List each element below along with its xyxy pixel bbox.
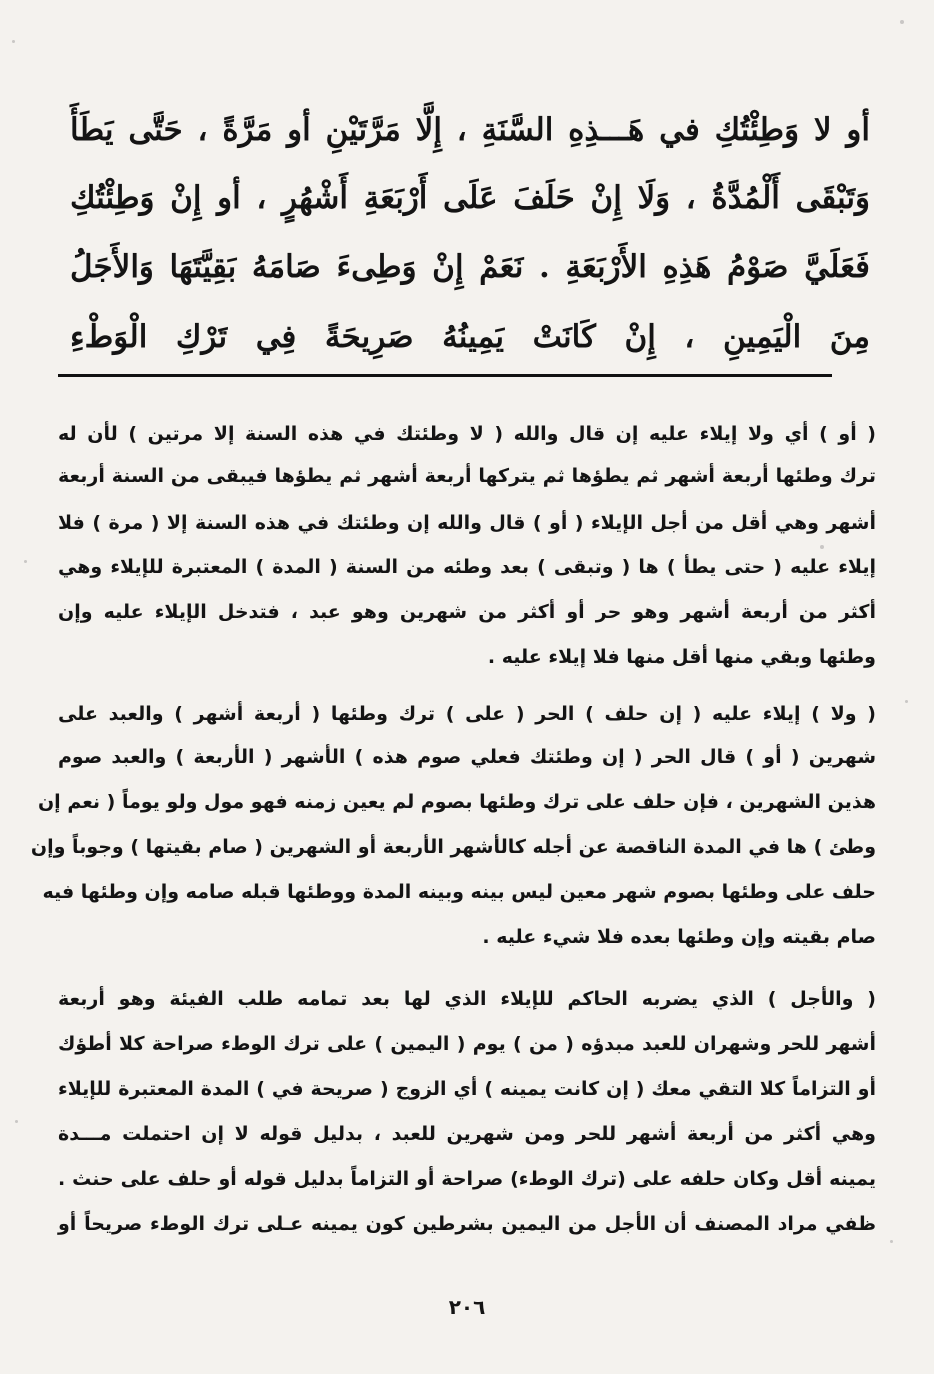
commentary-line: ( ولا ) إيلاء عليه ( إن حلف ) الحر ( على ) ترك وطئها ( أربعة أشهر ) والعبد على — [58, 703, 876, 725]
matn-line: وَتَبْقَى أَلْمُدَّةُ ، وَلَا إِنْ حَلَفَ عَلَى أَرْبَعَةِ أَشْهُرٍ ، أو إِنْ وَطِئْتُكِ — [70, 180, 870, 216]
commentary-line: صام بقيته وإن وطئها بعده فلا شيء عليه . — [482, 926, 876, 948]
commentary-line: يمينه أقل وكان حلفه على (ترك الوطء) صراحة أو التزاماً بدليل قوله أو حلف على حنث . — [58, 1168, 876, 1190]
commentary-line: أو التزاماً كلا التقي معك ( إن كانت يمينه ) أي الزوج ( صريحة في ) المدة المعتبرة للإيلاء — [58, 1078, 876, 1100]
commentary-line: ( والأجل ) الذي يضربه الحاكم للإيلاء الذي لها بعد تمامه طلب الفيئة وهو أربعة — [58, 988, 876, 1010]
commentary-line: أشهر للحر وشهران للعبد مبدؤه ( من ) يوم ( اليمين ) على ترك الوطء صراحة كلا أطؤك — [58, 1033, 876, 1055]
commentary-line: إيلاء عليه ( حتى يطأ ) ها ( وتبقى ) بعد وطئه من السنة ( المدة ) المعتبرة للإيلاء وهي — [58, 556, 876, 578]
scan-speckle — [905, 700, 908, 703]
page-number: ٢٠٦ — [448, 1295, 486, 1319]
commentary-line: وطئها وبقي منها أقل منها فلا إيلاء عليه . — [487, 646, 876, 668]
scan-speckle — [820, 545, 824, 549]
commentary-line: أكثر من أربعة أشهر وهو حر أو أكثر من شهرين وهو عبد ، فتدخل الإيلاء عليه وإن — [58, 601, 876, 623]
scan-speckle — [15, 1120, 18, 1123]
matn-line: مِنَ الْيَمِينِ ، إِنْ كَانَتْ يَمِينُهُ صَرِيحَةً فِي تَرْكِ الْوَطْءِ — [70, 319, 870, 355]
scan-speckle — [12, 40, 15, 43]
commentary-line: حلف على وطئها بصوم شهر معين ليس بينه وبينه المدة ووطئها قبله صامه وإن وطئها فيه — [42, 881, 876, 903]
commentary-line: شهرين ( أو ) قال الحر ( إن وطئتك فعلي صوم هذه ) الأشهر ( الأربعة ) والعبد صوم — [58, 746, 876, 768]
scan-speckle — [24, 560, 27, 563]
commentary-line: وهي أكثر من أربعة أشهر للحر ومن شهرين للعبد ، بدليل قوله لا إن احتملت مـــدة — [58, 1123, 876, 1145]
matn-line: فَعَلَيَّ صَوْمُ هَذِهِ الأَرْبَعَةِ . نَعَمْ إِنْ وَطِىءَ صَامَهُ بَقِيَّتَهَا وَالأَجَلُ — [70, 249, 871, 285]
commentary-line: ( أو ) أي ولا إيلاء عليه إن قال والله ( لا وطئتك في هذه السنة إلا مرتين ) لأن له — [58, 423, 876, 445]
commentary-line: هذين الشهرين ، فإن حلف على ترك وطئها بصوم لم يعين زمنه فهو مول ولو يوماً ( نعم إن — [37, 791, 876, 813]
scan-speckle — [900, 20, 904, 24]
separator-rule — [58, 374, 832, 377]
commentary-line: ظفي مراد المصنف أن الأجل من اليمين بشرطين كون يمينه عـلى ترك الوطء صريحاً أو — [58, 1213, 876, 1235]
matn-line: أو لا وَطِئْتُكِ في هَـــذِهِ السَّنَةِ ، إِلَّا مَرَّتَيْنِ أو مَرَّةً ، حَتَّى يَطَأَ — [70, 112, 870, 148]
commentary-line: وطئ ) ها في المدة الناقصة عن أجله كالأشهر الأربعة أو الشهرين ( صام بقيتها ) وجوباً وإن — [30, 836, 876, 858]
scan-speckle — [890, 1240, 893, 1243]
commentary-line: أشهر وهي أقل من أجل الإيلاء ( أو ) قال والله إن وطئتك في هذه السنة إلا ( مرة ) فلا — [58, 512, 876, 534]
commentary-line: ترك وطئها أربعة أشهر ثم يطؤها ثم يتركها أربعة أشهر ثم يطؤها فيبقى من السنة أربعة — [58, 465, 876, 487]
